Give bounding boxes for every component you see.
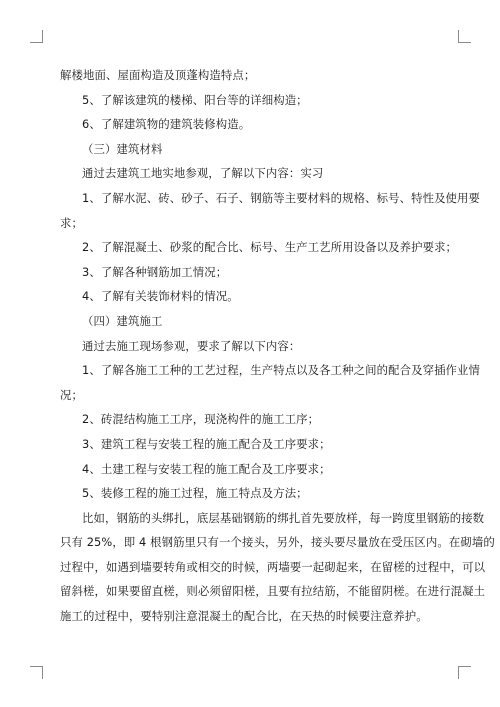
text-line: 3、了解各种钢筋加工情况；	[82, 264, 228, 279]
crop-mark-bottom-left	[30, 666, 43, 679]
crop-mark-top-right	[458, 30, 471, 43]
text-line: 1、了解各施工工种的工艺过程，生产特点以及各工种之间的配合及穿插作业情	[82, 363, 481, 378]
text-line: 6、了解建筑物的建筑装修构造。	[82, 117, 251, 132]
crop-mark-bottom-right	[458, 666, 471, 679]
text-line: 1、了解水泥、砖、砂子、石子、钢筋等主要材料的规格、标号、特性及使用要	[82, 190, 481, 205]
text-line: 2、了解混凝土、砂浆的配合比、标号、生产工艺所用设备以及养护要求；	[82, 240, 458, 255]
page-body	[60, 63, 495, 629]
section-heading: （三）建筑材料	[82, 141, 163, 156]
section-heading: （四）建筑施工	[82, 313, 163, 328]
text-line: 留斜槎，如果要留直槎，则必须留阳槎，且要有拉结筋，不能留阴槎。在进行混凝土	[60, 584, 486, 599]
text-line: 通过去施工现场参观，要求了解以下内容：	[82, 338, 301, 353]
text-line: 只有 25%，即 4 根钢筋里只有一个接头，另外，接头要尽量放在受压区内。在砌墙的	[60, 535, 495, 550]
text-line: 5、了解该建筑的楼梯、阳台等的详细构造；	[82, 92, 308, 107]
text-line: 求；	[60, 215, 83, 230]
text-line: 4、了解有关装饰材料的情况。	[82, 289, 239, 304]
text-line: 3、建筑工程与安装工程的施工配合及工序要求；	[82, 436, 331, 451]
text-line: 过程中，如遇到墙要转角或相交的时候，两墙要一起砌起来，在留槎的过程中，可以	[60, 559, 486, 574]
crop-mark-top-left	[30, 30, 43, 43]
text-line: 2、砖混结构施工工序，现浇构件的施工工序；	[82, 412, 320, 427]
text-line: 解楼地面、屋面构造及顶蓬构造特点；	[60, 68, 256, 82]
text-line: 5、装修工程的施工过程，施工特点及方法；	[82, 486, 308, 501]
text-line: 4、土建工程与安装工程的施工配合及工序要求；	[82, 461, 331, 476]
text-line: 通过去建筑工地实地参观，了解以下内容：实习	[82, 166, 324, 181]
text-line: 比如，钢筋的头绑扎，底层基础钢筋的绑扎首先要放样，每一跨度里钢筋的接数	[82, 510, 485, 525]
text-line: 况；	[60, 387, 83, 402]
text-line: 施工的过程中，要特别注意混凝土的配合比，在天热的时候要注意养护。	[60, 609, 428, 624]
